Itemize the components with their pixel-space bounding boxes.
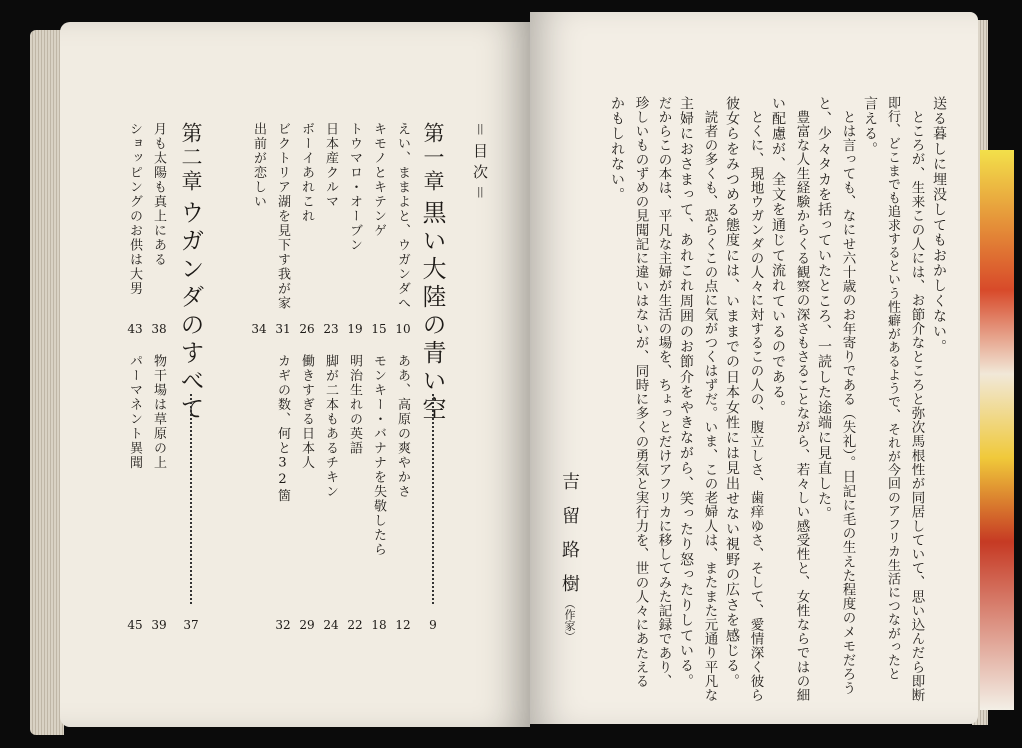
preface-line: ところが、生来この人には、お節介なところと弥次馬根性が同居していて、思い込んだら即断 (908, 110, 925, 703)
toc-entry: ビクトリア湖を見下す我が家 (275, 122, 290, 311)
chapter2-leader (190, 394, 192, 604)
page-edges-left (30, 30, 64, 735)
preface-line: 言える。 (862, 96, 878, 157)
preface-line: 豊富な人生経験からくる観察の深さもさることながら、若々しい感受性と、女性ならではの細 (793, 110, 810, 703)
toc-entry-page: 23 (323, 322, 339, 336)
toc-entry: カギの数、何と32箇 (275, 354, 290, 503)
toc-entry-page: 29 (299, 618, 315, 632)
toc-entry: 働きすぎる日本人 (299, 354, 314, 470)
toc-entry: 脚が二本もあるチキン (323, 354, 338, 499)
toc-entry-page: 24 (323, 618, 339, 632)
preface-line: とは言っても、なにせ六十歳のお年寄りである（失礼）。日記に毛の生えた程度のメモだろう (839, 110, 856, 696)
preface-line: かもしれない。 (609, 96, 625, 203)
toc-entry-page: 43 (127, 322, 143, 336)
preface-line: と、少々タカを括っていたところ、一読した途端に見直した。 (816, 96, 832, 522)
cover-edge (980, 150, 1014, 710)
toc-entry: トウマロ・オーブン (347, 122, 362, 253)
toc-entry-page: 31 (275, 322, 291, 336)
preface-line: 即行、どこまでも追求するという性癖があるようで、それが今回のアフリカ生活につながったと (885, 96, 900, 681)
toc-entry: 明治生れの英語 (347, 354, 362, 456)
chapter2-page: 37 (183, 618, 199, 632)
toc-entry: パーマネント異聞 (127, 354, 142, 470)
preface-line: とくに、現地ウガンダの人々に対するこの人の、腹立しさ、歯痒ゆさ、そして、愛情深く彼ら (747, 110, 764, 703)
toc-entry-page: 12 (395, 618, 411, 632)
chapter1-title: 黒い大陸の青い空 (418, 200, 446, 424)
chapter1-leader (432, 394, 434, 604)
toc-entry-page: 32 (275, 618, 291, 632)
preface-line: 読者の多くも、恐らくこの点に気がつくはずだ。いま、この老婦人は、またまた元通り平凡な (701, 110, 718, 703)
toc-entry-page: 34 (251, 322, 267, 336)
chapter1-label: 第一章 (421, 122, 445, 194)
author-name: 吉留路樹 (559, 472, 580, 608)
toc-entry-page: 26 (299, 322, 315, 336)
toc-entry: えい、ままよと、ウガンダへ (395, 122, 410, 311)
preface-page (530, 12, 978, 724)
toc-entry: 物干場は草原の上 (151, 354, 166, 470)
toc-page (60, 22, 530, 727)
toc-entry: ショッピングのお供は大男 (127, 122, 142, 296)
toc-entry-page: 15 (371, 322, 387, 336)
preface-line: 彼女らをみつめる態度には、いままでの日本女性には見出せない視野の広さを感じる。 (724, 96, 740, 689)
preface-line: 送る暮しに埋没してもおかしくない。 (931, 96, 947, 355)
toc-heading: ＝目次＝ (471, 122, 489, 206)
preface-line: 主婦におさまって、あれこれ周囲のお節介をやきながら、笑ったり怒ったりしている。 (678, 96, 694, 689)
toc-entry: 出前が恋しい (251, 122, 266, 209)
preface-line: い配慮が、全文を通じて流れているのである。 (770, 96, 786, 416)
toc-entry: 日本産クルマ (323, 122, 338, 209)
toc-entry: キモノとキテンゲ (371, 122, 386, 238)
toc-entry-page: 39 (151, 618, 167, 632)
chapter1-page: 9 (429, 618, 437, 632)
toc-entry-page: 45 (127, 618, 143, 632)
toc-entry: 月も太陽も真上にある (151, 122, 166, 267)
toc-entry: ああ、高原の爽やかさ (395, 354, 410, 499)
author-role: （作家） (563, 598, 576, 642)
toc-entry-page: 38 (151, 322, 167, 336)
chapter2-title: ウガンダのすべて (176, 200, 204, 424)
toc-entry: ボーイあれこれ (299, 122, 314, 224)
toc-entry-page: 18 (371, 618, 387, 632)
chapter2-label: 第二章 (179, 122, 203, 194)
toc-entry-page: 19 (347, 322, 363, 336)
toc-entry-page: 10 (395, 322, 411, 336)
toc-entry: モンキー・バナナを失敬したら (371, 354, 386, 557)
toc-entry-page: 22 (347, 618, 363, 632)
preface-line: 珍しいものずめの見聞記に違いはないが、同時に多くの勇気と実行力を、世の人々にあたえる (632, 96, 649, 689)
preface-line: だからこの本は、平凡な主婦が生活の場を、ちょっとだけアフリカに移してみた記録であり、 (655, 96, 672, 689)
